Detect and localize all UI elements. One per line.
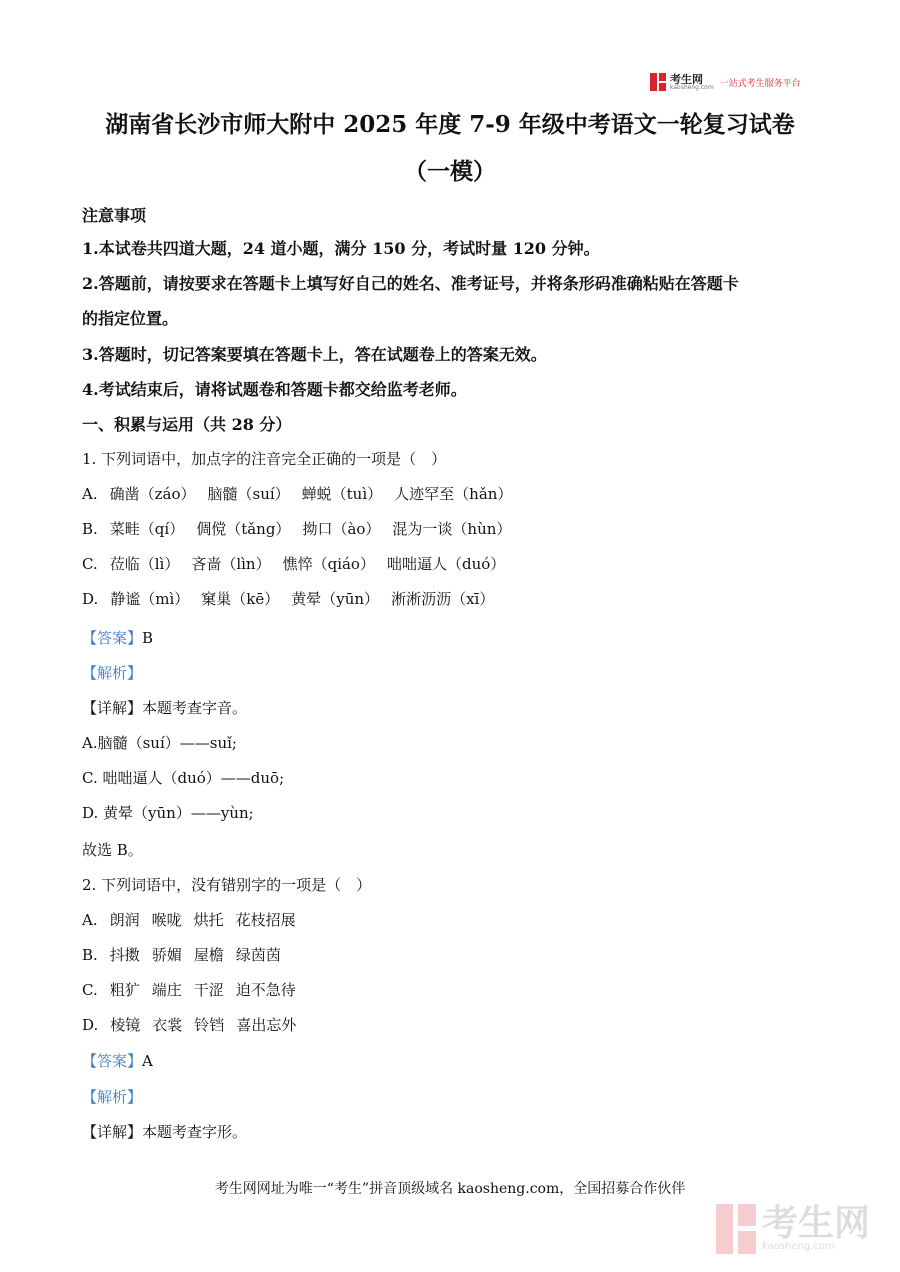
- logo-slogan: 一站式考生服务平台: [719, 78, 801, 89]
- option-word: 喜出忘外: [236, 1016, 297, 1034]
- question-option-a: [82, 483, 524, 504]
- option-word: 淅淅沥沥（xī）: [391, 590, 495, 608]
- option-letter: C.: [82, 555, 98, 573]
- watermark-domain: kaosheng.com: [762, 1241, 835, 1252]
- logo-domain: kaosheng.com: [670, 83, 714, 91]
- option-letter: B.: [82, 946, 98, 964]
- notice-item: 2.答题前，请按要求在答题卡上填写好自己的姓名、准考证号，并将条形码准确粘贴在答题卡: [82, 274, 739, 293]
- option-word: 混为一谈（hùn）: [392, 520, 512, 538]
- answer-tag: 【答案】: [82, 629, 143, 647]
- option-word: 烘托: [193, 911, 224, 929]
- option-word: 拗口（ào）: [302, 520, 381, 538]
- kaosheng-logo-icon: [650, 73, 666, 91]
- analysis-note: D. 黄晕（yūn）——yùn;: [82, 804, 254, 822]
- option-word: 吝啬（lìn）: [191, 555, 271, 573]
- option-word: 蝉蜕（tuì）: [301, 485, 383, 503]
- option-word: 咄咄逼人（duó）: [386, 555, 506, 573]
- notice-item: 的指定位置。: [82, 309, 179, 328]
- page-title: 湖南省长沙市师大附中 2025 年度 7-9 年级中考语文一轮复习试卷: [105, 111, 795, 138]
- answer-tag: 【答案】: [82, 1052, 143, 1070]
- option-word: 喉咙: [151, 911, 182, 929]
- notice-item: 1.本试卷共四道大题，24 道小题，满分 150 分，考试时量 120 分钟。: [82, 239, 600, 258]
- notice-item: 3.答题时，切记答案要填在答题卡上，答在试题卷上的答案无效。: [82, 345, 547, 364]
- kaosheng-watermark-icon: [716, 1204, 756, 1254]
- option-word: 端庄: [151, 981, 182, 999]
- option-word: 绿茵茵: [235, 946, 281, 964]
- analysis-tag: 【解析】: [82, 664, 143, 682]
- question-stem: 1. 下列词语中，加点字的注音完全正确的一项是（ ）: [82, 450, 447, 468]
- notice-item: 4.考试结束后，请将试题卷和答题卡都交给监考老师。: [82, 380, 467, 399]
- answer-value: A: [142, 1052, 153, 1070]
- analysis-note: A.脑髓（suí）——suǐ;: [82, 734, 237, 752]
- option-word: 衣裳: [152, 1016, 183, 1034]
- option-word: 花枝招展: [235, 911, 296, 929]
- question-option-d: [82, 1014, 308, 1035]
- conclusion-line: 故选 B。: [82, 841, 143, 859]
- option-letter: D.: [82, 590, 99, 608]
- option-word: 朗润: [109, 911, 140, 929]
- question-option-c: [82, 553, 517, 574]
- option-word: 骄媚: [151, 946, 182, 964]
- question-option-d: [82, 588, 506, 609]
- option-word: 窠巢（kē）: [201, 590, 280, 608]
- answer-line: [82, 1050, 153, 1071]
- option-letter: A.: [82, 911, 98, 929]
- option-word: 铃铛: [194, 1016, 225, 1034]
- question-stem: 2. 下列词语中，没有错别字的一项是（ ）: [82, 876, 372, 894]
- kaosheng-watermark: [716, 1204, 870, 1254]
- option-letter: B.: [82, 520, 98, 538]
- option-word: 确凿（záo）: [109, 485, 196, 503]
- analysis-note: C. 咄咄逼人（duó）——duō;: [82, 769, 285, 787]
- answer-value: B: [142, 629, 154, 647]
- option-word: 棱镜: [110, 1016, 141, 1034]
- option-letter: D.: [82, 1016, 99, 1034]
- detail-line: 【详解】本题考查字形。: [82, 1123, 248, 1141]
- option-word: 菜畦（qí）: [109, 520, 185, 538]
- question-option-c: [82, 979, 308, 1000]
- watermark-name: 考生网: [762, 1203, 871, 1244]
- analysis-tag: 【解析】: [82, 1088, 143, 1106]
- option-word: 粗犷: [109, 981, 140, 999]
- section-heading: 一、积累与运用（共 28 分）: [82, 415, 292, 434]
- footer-text: 考生网网址为唯一“考生”拼音顶级域名 kaosheng.com，全国招募合作伙伴: [214, 1181, 686, 1197]
- option-word: 人迹罕至（hǎn）: [394, 485, 513, 503]
- option-word: 抖擞: [109, 946, 140, 964]
- question-option-b: [82, 518, 523, 539]
- option-word: 屋檐: [193, 946, 224, 964]
- option-word: 憔悴（qiáo）: [282, 555, 375, 573]
- option-letter: C.: [82, 981, 98, 999]
- logo-name: 考生网: [670, 72, 703, 86]
- option-word: 迫不急待: [235, 981, 296, 999]
- answer-line: [82, 627, 153, 648]
- option-word: 黄晕（yūn）: [291, 590, 380, 608]
- option-word: 脑髓（suí）: [207, 485, 290, 503]
- question-option-b: [82, 944, 293, 965]
- option-word: 倜傥（tǎng）: [196, 520, 291, 538]
- page-subtitle: （一模）: [404, 158, 496, 185]
- notice-heading: 注意事项: [82, 206, 147, 225]
- option-word: 静谧（mì）: [110, 590, 190, 608]
- kaosheng-logo: [650, 70, 801, 94]
- detail-line: 【详解】本题考查字音。: [82, 699, 248, 717]
- option-word: 莅临（lì）: [109, 555, 180, 573]
- option-letter: A.: [82, 485, 98, 503]
- question-option-a: [82, 909, 308, 930]
- option-word: 干涩: [193, 981, 224, 999]
